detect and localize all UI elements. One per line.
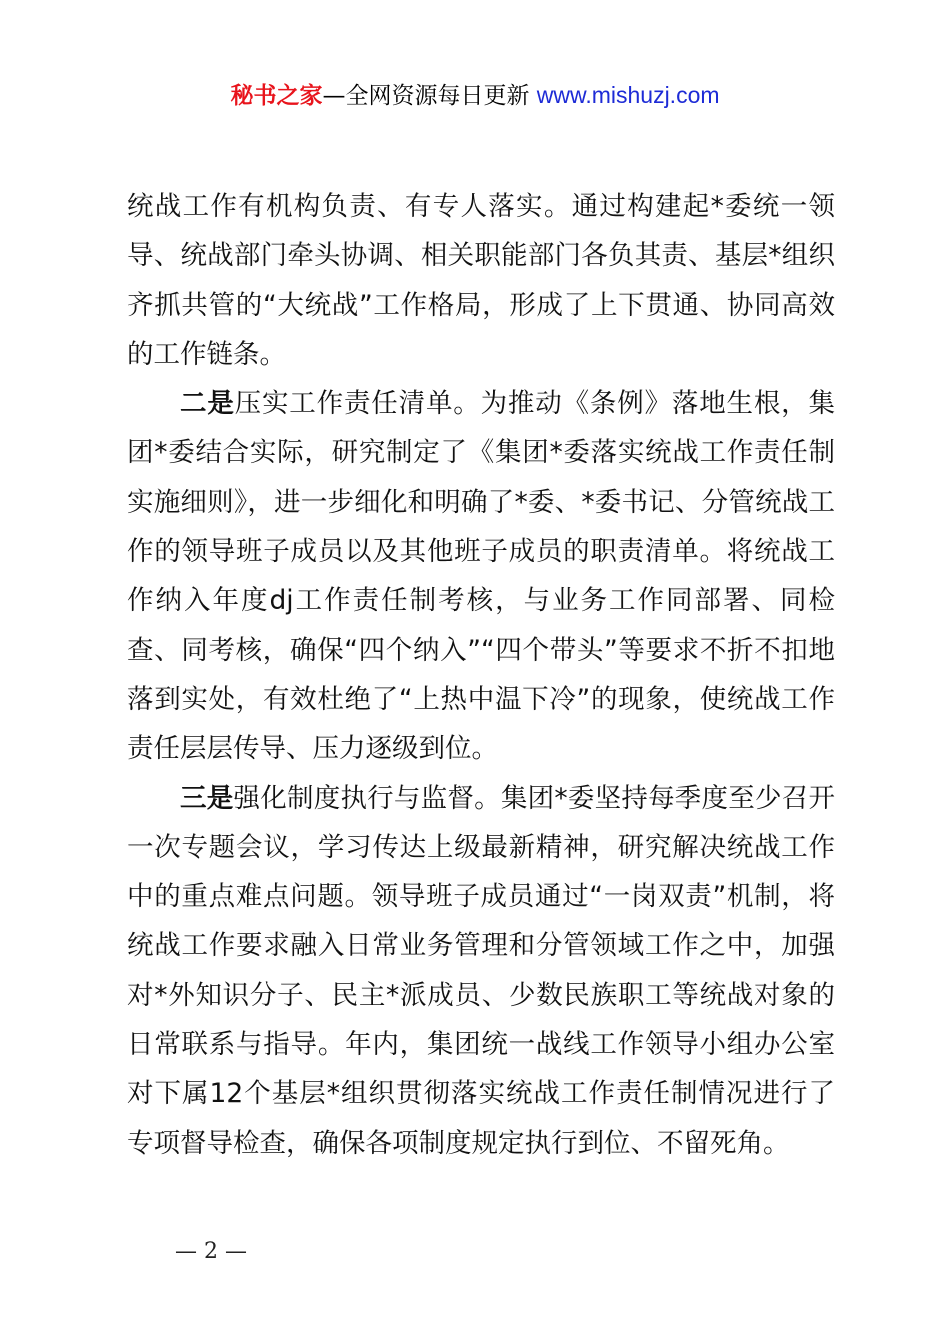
paragraph-continuation xyxy=(127,182,835,379)
paragraph-item-3 xyxy=(127,774,835,1168)
site-url[interactable]: www.mishuzj.com xyxy=(536,82,720,108)
paragraph-lead: 三是 xyxy=(180,782,234,814)
document-body xyxy=(127,182,835,1168)
header-slogan: —全网资源每日更新 xyxy=(322,83,530,109)
paragraph-lead: 二是 xyxy=(180,388,235,420)
paragraph-item-2 xyxy=(127,379,835,773)
paragraph-text: 统战工作有机构负责、有专人落实。通过构建起*委统一领导、统战部门牵头协调、相关职能部门各负其责、基层*组织齐抓共管的“大统战”工作格局，形成了上下贯通、协同高效的工作链条。 xyxy=(127,191,835,370)
paragraph-text: 压实工作责任清单。为推动《条例》落地生根，集团*委结合实际，研究制定了《集团*委落实统战工作责任制实施细则》，进一步细化和明确了*委、*委书记、分管统战工作的领导班子成员以及其他班子成员的职责清单。将统战工作纳入年度dj工作责任制考核，与业务工作同部署、同检查、同考核，确保“四个纳入”“四个带头”等要求不折不扣地落到实处，有效杜绝了“上热中温下冷”的现象，使统战工作责任层层传导、压力逐级到位。 xyxy=(127,388,836,765)
brand-name: 秘书之家 xyxy=(230,83,323,109)
paragraph-text: 强化制度执行与监督。集团*委坚持每季度至少召开一次专题会议，学习传达上级最新精神，研究解决统战工作中的重点难点问题。领导班子成员通过“一岗双责”机制，将统战工作要求融入日常业务管理和分管领域工作之中，加强对*外知识分子、民主*派成员、少数民族职工等统战对象的日常联系与指导。年内，集团统一战线工作领导小组办公室对下属12个基层*组织贯彻落实统战工作责任制情况进行了专项督导检查，确保各项制度规定执行到位、不留死角。 xyxy=(127,782,836,1159)
site-header xyxy=(0,78,950,113)
page-number: — 2 — xyxy=(175,1239,247,1264)
